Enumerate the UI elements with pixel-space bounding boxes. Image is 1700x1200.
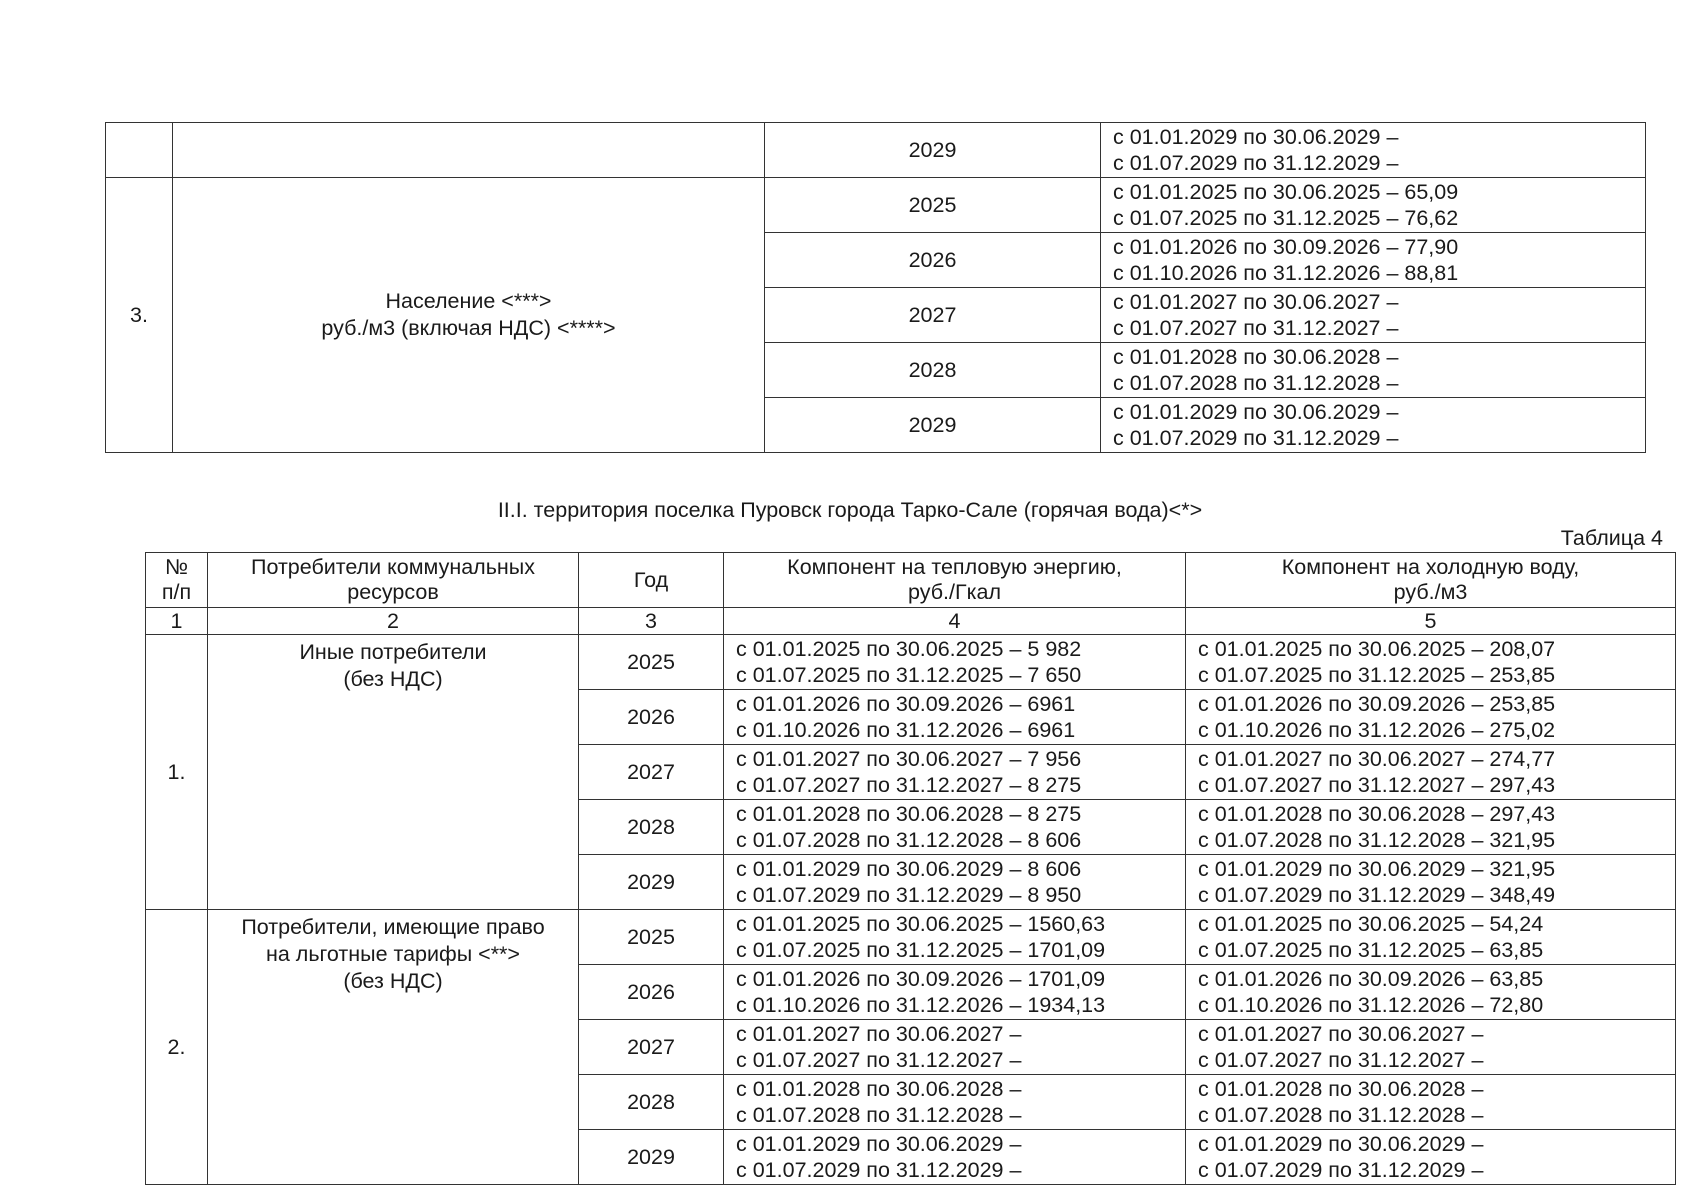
consumer-name-line: руб./м3 (включая НДС) <****> <box>321 316 616 340</box>
period-line: с 01.01.2026 по 30.09.2026 – 253,85 <box>1198 692 1556 716</box>
period-line: с 01.07.2028 по 31.12.2028 – <box>1198 1103 1484 1127</box>
year-cell: 2026 <box>765 233 1101 288</box>
period-line: с 01.10.2026 по 31.12.2026 – 1934,13 <box>736 993 1106 1017</box>
row-number-cell: 3. <box>106 178 173 453</box>
heat-tariff-cell <box>724 855 1186 910</box>
year-cell: 2025 <box>765 178 1101 233</box>
column-number: 4 <box>724 608 1186 635</box>
header-line: № <box>164 555 189 579</box>
year-cell: 2025 <box>579 635 724 690</box>
period-line: с 01.01.2029 по 30.06.2029 – 8 606 <box>736 857 1082 881</box>
row-number-cell: 1. <box>146 635 208 910</box>
period-line: с 01.07.2027 по 31.12.2027 – 297,43 <box>1198 773 1556 797</box>
column-number: 5 <box>1186 608 1676 635</box>
tariff-period-cell <box>1101 288 1646 343</box>
header-heat-component <box>724 553 1186 608</box>
column-number: 3 <box>579 608 724 635</box>
period-line: с 01.01.2026 по 30.09.2026 – 77,90 <box>1113 235 1459 259</box>
period-line: с 01.07.2029 по 31.12.2029 – <box>1113 151 1399 175</box>
period-line: с 01.10.2026 по 31.12.2026 – 72,80 <box>1198 993 1544 1017</box>
period-line: с 01.01.2029 по 30.06.2029 – <box>736 1132 1022 1156</box>
header-line: п/п <box>161 580 192 604</box>
consumer-cell <box>173 123 765 178</box>
heat-tariff-cell <box>724 800 1186 855</box>
consumer-name-cell <box>173 178 765 453</box>
year-cell: 2026 <box>579 965 724 1020</box>
tariff-period-cell <box>1101 398 1646 453</box>
period-line: с 01.07.2029 по 31.12.2029 – <box>1198 1158 1484 1182</box>
heat-tariff-cell <box>724 1130 1186 1185</box>
cold-water-tariff-cell <box>1186 800 1676 855</box>
period-line: с 01.07.2025 по 31.12.2025 – 63,85 <box>1198 938 1544 962</box>
period-line: с 01.07.2028 по 31.12.2028 – <box>736 1103 1022 1127</box>
period-line: с 01.07.2027 по 31.12.2027 – <box>1198 1048 1484 1072</box>
period-line: с 01.10.2026 по 31.12.2026 – 275,02 <box>1198 718 1556 742</box>
consumer-name-line: (без НДС) <box>343 969 443 993</box>
period-line: с 01.07.2025 по 31.12.2025 – 7 650 <box>736 663 1082 687</box>
period-line: с 01.01.2025 по 30.06.2025 – 1560,63 <box>736 912 1106 936</box>
period-line: с 01.01.2027 по 30.06.2027 – 7 956 <box>736 747 1082 771</box>
header-cold-water-component <box>1186 553 1676 608</box>
period-line: с 01.07.2028 по 31.12.2028 – <box>1113 371 1399 395</box>
year-cell: 2027 <box>579 1020 724 1075</box>
period-line: с 01.01.2029 по 30.06.2029 – 321,95 <box>1198 857 1556 881</box>
period-line: с 01.01.2029 по 30.06.2029 – <box>1198 1132 1484 1156</box>
period-line: с 01.07.2027 по 31.12.2027 – <box>1113 316 1399 340</box>
header-line: руб./Гкал <box>908 580 1001 604</box>
period-line: с 01.07.2027 по 31.12.2027 – 8 275 <box>736 773 1082 797</box>
period-line: с 01.01.2026 по 30.09.2026 – 6961 <box>736 692 1076 716</box>
period-line: с 01.01.2025 по 30.06.2025 – 54,24 <box>1198 912 1544 936</box>
period-line: с 01.07.2029 по 31.12.2029 – 348,49 <box>1198 883 1556 907</box>
period-line: с 01.10.2026 по 31.12.2026 – 88,81 <box>1113 261 1459 285</box>
header-line: ресурсов <box>347 580 439 604</box>
period-line: с 01.07.2028 по 31.12.2028 – 8 606 <box>736 828 1082 852</box>
year-cell: 2029 <box>579 855 724 910</box>
consumer-name-cell <box>208 635 579 910</box>
period-line: с 01.07.2029 по 31.12.2029 – 8 950 <box>736 883 1082 907</box>
table-number-label: Таблица 4 <box>1560 526 1663 550</box>
table-row <box>106 178 1646 233</box>
period-line: с 01.01.2029 по 30.06.2029 – <box>1113 400 1399 424</box>
year-cell: 2027 <box>579 745 724 800</box>
period-line: с 01.01.2028 по 30.06.2028 – 8 275 <box>736 802 1082 826</box>
tariff-period-cell <box>1101 343 1646 398</box>
header-line: руб./м3 <box>1393 580 1468 604</box>
tariff-period-cell <box>1101 178 1646 233</box>
year-cell: 2026 <box>579 690 724 745</box>
tariff-table-4 <box>145 552 1676 1185</box>
heat-tariff-cell <box>724 1020 1186 1075</box>
period-line: с 01.01.2028 по 30.06.2028 – <box>1198 1077 1484 1101</box>
year-cell: 2028 <box>579 800 724 855</box>
header-line: Компонент на тепловую энергию, <box>787 555 1122 579</box>
year-cell: 2028 <box>765 343 1101 398</box>
heat-tariff-cell <box>724 1075 1186 1130</box>
tariff-period-cell <box>1101 123 1646 178</box>
header-line: Потребители коммунальных <box>251 555 535 579</box>
tariff-table-continuation <box>105 122 1646 453</box>
cold-water-tariff-cell <box>1186 690 1676 745</box>
heat-tariff-cell <box>724 690 1186 745</box>
cold-water-tariff-cell <box>1186 1020 1676 1075</box>
year-cell: 2029 <box>579 1130 724 1185</box>
row-number-cell <box>106 123 173 178</box>
table-row <box>146 910 1676 965</box>
cold-water-tariff-cell <box>1186 965 1676 1020</box>
cold-water-tariff-cell <box>1186 745 1676 800</box>
consumer-name-line: на льготные тарифы <**> <box>265 942 520 966</box>
year-cell: 2027 <box>765 288 1101 343</box>
heat-tariff-cell <box>724 910 1186 965</box>
period-line: с 01.01.2026 по 30.09.2026 – 63,85 <box>1198 967 1544 991</box>
header-row <box>146 553 1676 608</box>
header-line: Компонент на холодную воду, <box>1281 555 1580 579</box>
heat-tariff-cell <box>724 965 1186 1020</box>
period-line: с 01.10.2026 по 31.12.2026 – 6961 <box>736 718 1076 742</box>
table-row <box>146 635 1676 690</box>
heat-tariff-cell <box>724 635 1186 690</box>
cold-water-tariff-cell <box>1186 855 1676 910</box>
heat-tariff-cell <box>724 745 1186 800</box>
period-line: с 01.01.2027 по 30.06.2027 – <box>1113 290 1399 314</box>
period-line: с 01.01.2028 по 30.06.2028 – <box>1113 345 1399 369</box>
period-line: с 01.07.2028 по 31.12.2028 – 321,95 <box>1198 828 1556 852</box>
period-line: с 01.01.2026 по 30.09.2026 – 1701,09 <box>736 967 1106 991</box>
year-cell: 2025 <box>579 910 724 965</box>
period-line: с 01.01.2025 по 30.06.2025 – 208,07 <box>1198 637 1556 661</box>
period-line: с 01.07.2029 по 31.12.2029 – <box>1113 426 1399 450</box>
header-consumers <box>208 553 579 608</box>
column-number: 1 <box>146 608 208 635</box>
column-number-row <box>146 608 1676 635</box>
consumer-name-line: Потребители, имеющие право <box>241 915 545 939</box>
year-cell: 2029 <box>765 398 1101 453</box>
header-num <box>146 553 208 608</box>
cold-water-tariff-cell <box>1186 635 1676 690</box>
cold-water-tariff-cell <box>1186 1075 1676 1130</box>
year-cell: 2029 <box>765 123 1101 178</box>
year-cell: 2028 <box>579 1075 724 1130</box>
cold-water-tariff-cell <box>1186 910 1676 965</box>
consumer-name-line: (без НДС) <box>343 667 443 691</box>
period-line: с 01.01.2028 по 30.06.2028 – <box>736 1077 1022 1101</box>
period-line: с 01.07.2027 по 31.12.2027 – <box>736 1048 1022 1072</box>
period-line: с 01.01.2025 по 30.06.2025 – 5 982 <box>736 637 1082 661</box>
row-number-cell: 2. <box>146 910 208 1185</box>
cold-water-tariff-cell <box>1186 1130 1676 1185</box>
period-line: с 01.01.2028 по 30.06.2028 – 297,43 <box>1198 802 1556 826</box>
column-number: 2 <box>208 608 579 635</box>
table-row <box>106 123 1646 178</box>
section-caption: II.I. территория поселка Пуровск города Тарко-Сале (горячая вода)<*> <box>497 498 1203 522</box>
period-line: с 01.01.2029 по 30.06.2029 – <box>1113 125 1399 149</box>
tariff-period-cell <box>1101 233 1646 288</box>
header-year: Год <box>579 553 724 608</box>
consumer-name-line: Иные потребители <box>299 640 487 664</box>
period-line: с 01.07.2025 по 31.12.2025 – 76,62 <box>1113 206 1459 230</box>
period-line: с 01.01.2027 по 30.06.2027 – 274,77 <box>1198 747 1556 771</box>
period-line: с 01.01.2027 по 30.06.2027 – <box>1198 1022 1484 1046</box>
period-line: с 01.01.2025 по 30.06.2025 – 65,09 <box>1113 180 1459 204</box>
consumer-name-cell <box>208 910 579 1185</box>
period-line: с 01.07.2025 по 31.12.2025 – 253,85 <box>1198 663 1556 687</box>
consumer-name-line: Население <***> <box>385 289 552 313</box>
period-line: с 01.07.2029 по 31.12.2029 – <box>736 1158 1022 1182</box>
period-line: с 01.01.2027 по 30.06.2027 – <box>736 1022 1022 1046</box>
period-line: с 01.07.2025 по 31.12.2025 – 1701,09 <box>736 938 1106 962</box>
